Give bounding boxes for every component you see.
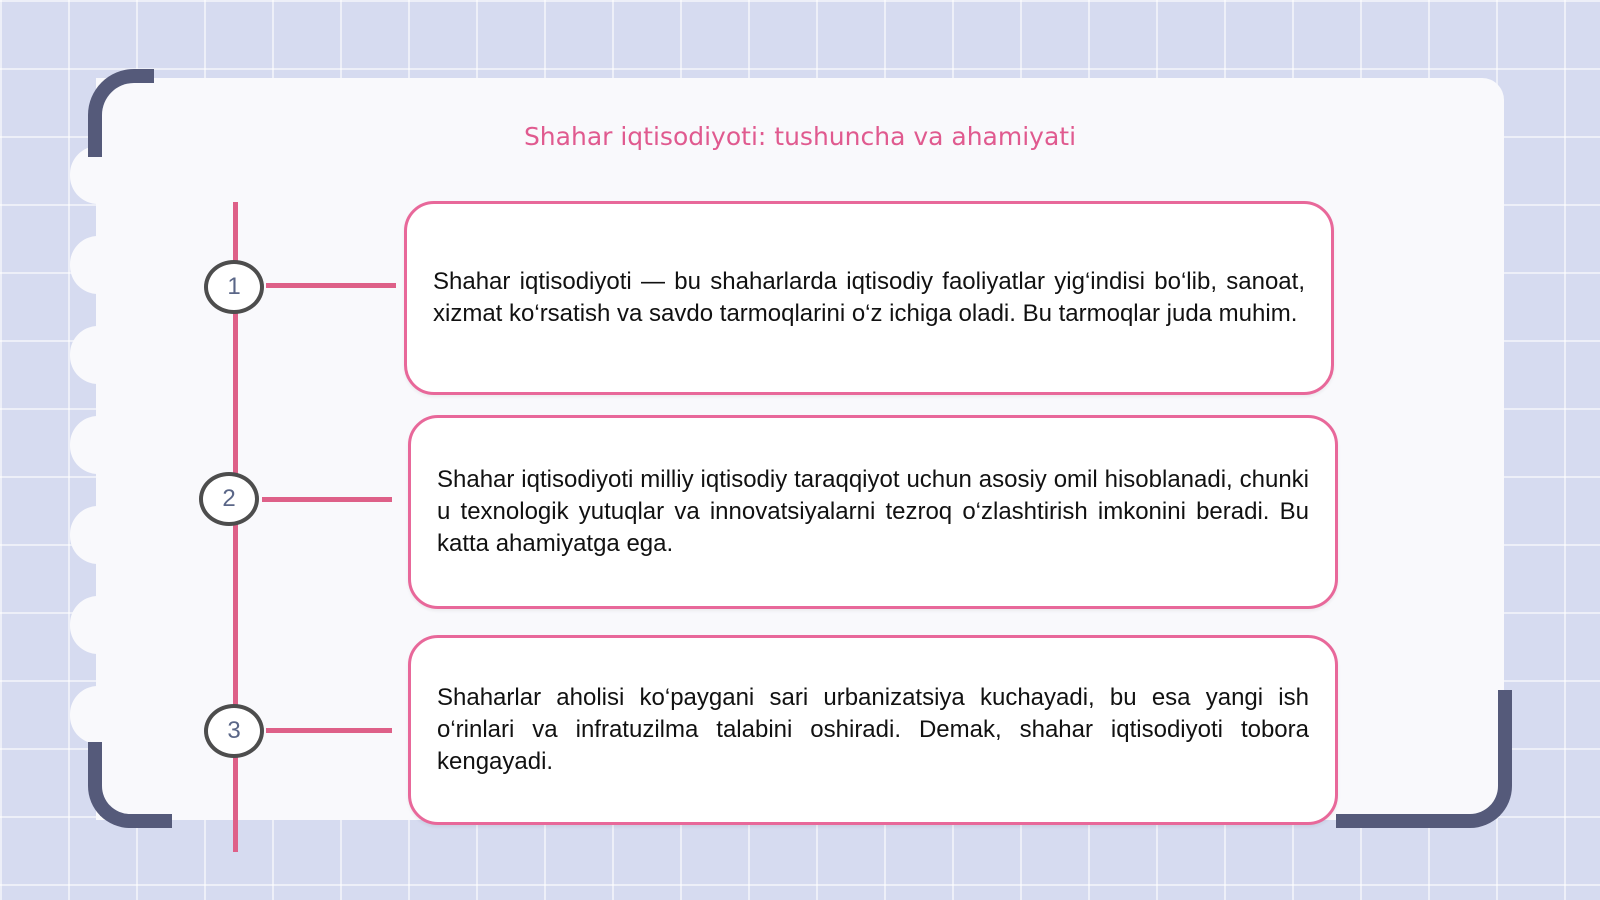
timeline-card-text: Shahar iqtisodiyoti — bu shaharlarda iqtisodiy faoliyatlar yig‘indisi bo‘lib, sanoat, xizmat ko‘rsatish va savdo tarmoqlarini o‘z ichiga oladi. Bu tarmoqlar juda muhim.: [433, 268, 1305, 327]
timeline-connector-2: [262, 497, 392, 502]
timeline-card-text: Shaharlar aholisi ko‘paygani sari urbanizatsiya kuchayadi, bu esa yangi ish o‘rinlari va infratuzilma talabini oshiradi. Demak, shahar iqtisodiyoti tobora kengayadi.: [437, 684, 1309, 775]
timeline-connector-1: [266, 283, 396, 288]
timeline-card-2: [408, 415, 1338, 609]
frame-corner-bottom-right: [1336, 690, 1512, 828]
sheet-edge-bump: [70, 416, 126, 474]
timeline-node-3: 3: [204, 704, 264, 758]
timeline-node-2: 2: [199, 472, 259, 526]
timeline-node-1: 1: [204, 260, 264, 314]
frame-corner-bottom-left: [88, 742, 172, 828]
sheet-edge-bump: [70, 326, 126, 384]
sheet-edge-bump: [70, 596, 126, 654]
sheet-edge-bump: [70, 686, 126, 744]
sheet-edge-bump: [70, 506, 126, 564]
slide-title: Shahar iqtisodiyoti: tushuncha va ahamiyati: [523, 122, 1077, 151]
timeline-connector-3: [266, 728, 392, 733]
timeline-card-1: [404, 201, 1334, 395]
timeline-card-3: [408, 635, 1338, 825]
timeline-card-text: Shahar iqtisodiyoti milliy iqtisodiy taraqqiyot uchun asosiy omil hisoblanadi, chunki u texnologik yutuqlar va innovatsiyalarni tezroq o‘zlashtirish imkonini beradi. Bu katta ahamiyatga ega.: [437, 466, 1309, 557]
sheet-edge-bump: [70, 236, 126, 294]
